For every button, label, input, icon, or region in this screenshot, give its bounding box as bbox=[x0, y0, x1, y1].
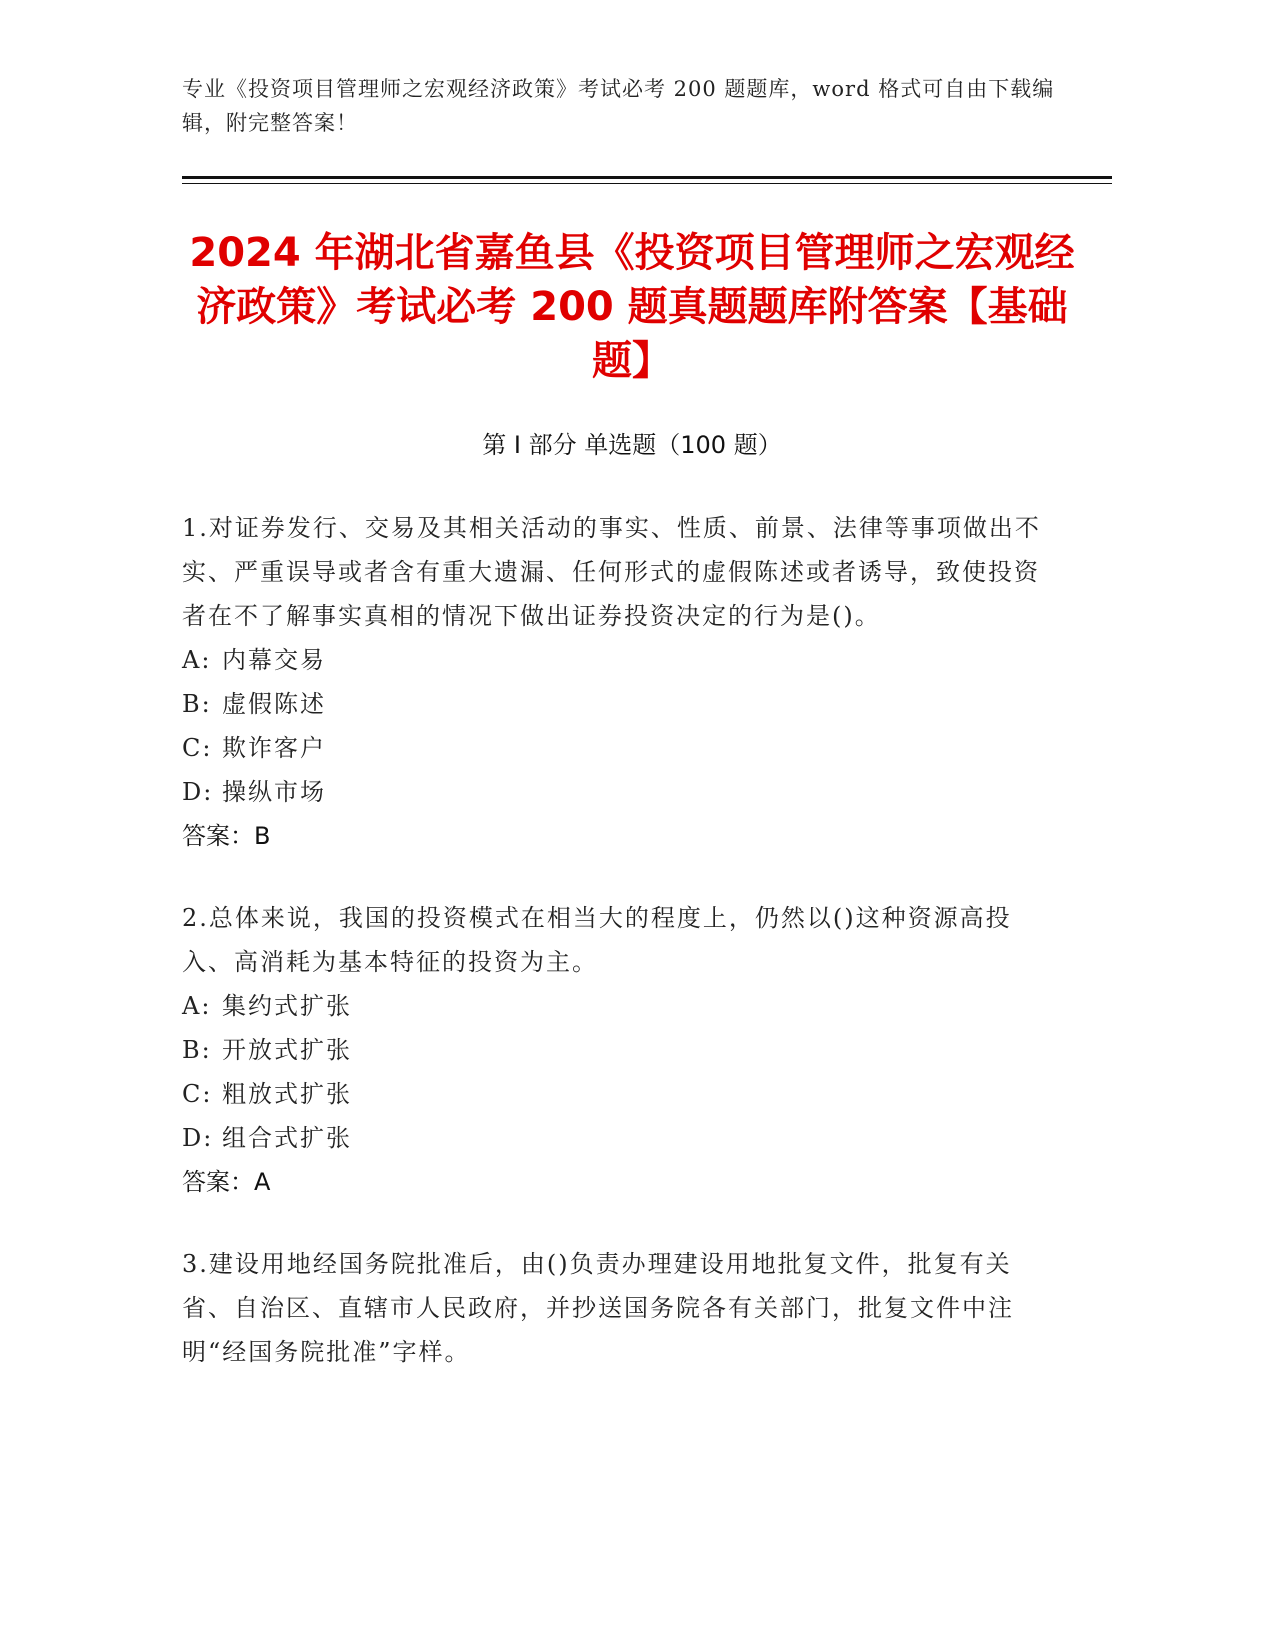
option-text: 开放式扩张 bbox=[222, 1036, 352, 1064]
question-3 bbox=[182, 1242, 1062, 1374]
question-stem: 2.总体来说，我国的投资模式在相当大的程度上，仍然以()这种资源高投入、高消耗为基本特征的投资为主。 bbox=[182, 904, 1012, 976]
answer-line: 答案：A bbox=[182, 1168, 271, 1196]
option-b bbox=[182, 1028, 1062, 1072]
option-d bbox=[182, 770, 1062, 814]
question-2 bbox=[182, 896, 1062, 1204]
option-c bbox=[182, 1072, 1062, 1116]
answer-line: 答案：B bbox=[182, 822, 271, 850]
option-text: 粗放式扩张 bbox=[222, 1080, 352, 1108]
option-text: 虚假陈述 bbox=[222, 690, 326, 718]
option-a bbox=[182, 638, 1062, 682]
option-text: 操纵市场 bbox=[222, 778, 326, 806]
header-note: 专业《投资项目管理师之宏观经济政策》考试必考 200 题题库，word 格式可自由下载编辑，附完整答案！ bbox=[182, 77, 1055, 135]
question-stem: 1.对证券发行、交易及其相关活动的事实、性质、前景、法律等事项做出不实、严重误导或者含有重大遗漏、任何形式的虚假陈述或者诱导，致使投资者在不了解事实真相的情况下做出证券投资决定的行为是()。 bbox=[182, 514, 1041, 630]
option-letter: D: bbox=[182, 778, 214, 806]
option-letter: B: bbox=[182, 1036, 212, 1064]
option-text: 欺诈客户 bbox=[222, 734, 326, 762]
option-letter: B: bbox=[182, 690, 212, 718]
header-rule-thick bbox=[182, 176, 1112, 179]
option-letter: C: bbox=[182, 1080, 213, 1108]
section-heading: 第 I 部分 单选题（100 题） bbox=[482, 431, 782, 459]
header-rule-thin bbox=[182, 183, 1112, 184]
option-a bbox=[182, 984, 1062, 1028]
option-b bbox=[182, 682, 1062, 726]
question-stem: 3.建设用地经国务院批准后，由()负责办理建设用地批复文件，批复有关省、自治区、直辖市人民政府，并抄送国务院各有关部门，批复文件中注明“经国务院批准”字样。 bbox=[182, 1250, 1014, 1366]
option-letter: D: bbox=[182, 1124, 214, 1152]
question-list bbox=[182, 506, 1062, 1412]
option-text: 内幕交易 bbox=[222, 646, 326, 674]
question-1 bbox=[182, 506, 1062, 858]
option-text: 集约式扩张 bbox=[222, 992, 352, 1020]
option-text: 组合式扩张 bbox=[222, 1124, 352, 1152]
option-c bbox=[182, 726, 1062, 770]
document-title: 2024 年湖北省嘉鱼县《投资项目管理师之宏观经济政策》考试必考 200 题真题题库附答案【基础题】 bbox=[189, 230, 1075, 384]
option-d bbox=[182, 1116, 1062, 1160]
option-letter: A: bbox=[182, 992, 212, 1020]
option-letter: A: bbox=[182, 646, 212, 674]
option-letter: C: bbox=[182, 734, 213, 762]
